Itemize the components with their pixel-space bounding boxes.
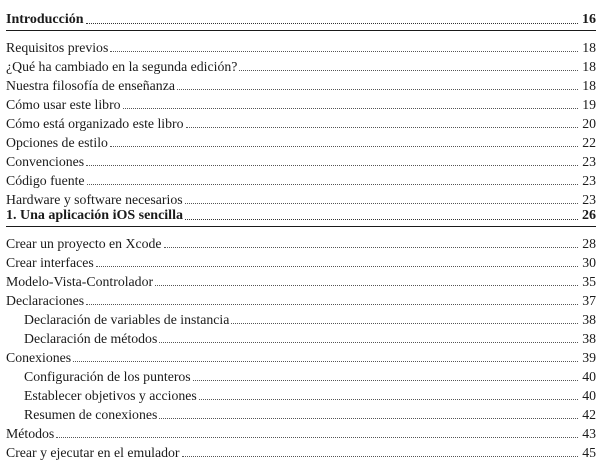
toc-entry-title: Configuración de los punteros [24, 369, 191, 384]
toc-page-number: 38 [582, 312, 596, 327]
toc-page-number: 40 [582, 388, 596, 403]
toc-entry[interactable] [6, 442, 596, 461]
toc-entry[interactable] [6, 94, 596, 113]
toc-entry-title: Declaración de métodos [24, 331, 158, 346]
toc-entry[interactable] [6, 75, 596, 94]
toc-page-number: 23 [582, 173, 596, 188]
toc-entry-title: Hardware y software necesarios [6, 192, 183, 207]
toc-entry-title: Crear y ejecutar en el emulador [6, 445, 180, 460]
toc-subentry[interactable] [6, 328, 596, 347]
toc-entry-title: Código fuente [6, 173, 85, 188]
toc-page-number: 42 [582, 407, 596, 422]
toc-heading-introduccion[interactable] [6, 4, 596, 31]
toc-heading-chapter-1[interactable] [6, 200, 596, 227]
toc-dot-leader [87, 184, 578, 185]
toc-entry-title: Requisitos previos [6, 40, 109, 55]
toc-entry[interactable] [6, 423, 596, 442]
toc-dot-leader [199, 399, 578, 400]
toc-entry-title: Métodos [6, 426, 55, 441]
toc-dot-leader [159, 418, 578, 419]
toc-dot-leader [185, 219, 578, 220]
toc-dot-leader [155, 285, 578, 286]
toc-subentry[interactable] [6, 366, 596, 385]
toc-page-number: 38 [582, 331, 596, 346]
toc-entry-title: Nuestra filosofía de enseñanza [6, 78, 175, 93]
toc-entry[interactable] [6, 170, 596, 189]
toc-entry[interactable] [6, 37, 596, 56]
toc-heading-title: Introducción [6, 12, 84, 27]
toc-entry-title: Convenciones [6, 154, 85, 169]
toc-heading-title: 1. Una aplicación iOS sencilla [6, 208, 183, 223]
toc-entry-title: Crear un proyecto en Xcode [6, 236, 162, 251]
toc-subentry[interactable] [6, 309, 596, 328]
toc-dot-leader [110, 51, 578, 52]
toc-page-number: 39 [582, 350, 596, 365]
toc-dot-leader [182, 456, 578, 457]
toc-entry[interactable] [6, 252, 596, 271]
toc-page-number: 35 [582, 274, 596, 289]
toc-entry-title: Cómo usar este libro [6, 97, 121, 112]
toc-page-number: 26 [582, 208, 596, 223]
toc-page-number: 16 [582, 12, 596, 27]
toc-entry-title: ¿Qué ha cambiado en la segunda edición? [6, 59, 238, 74]
toc-entry-title: Establecer objetivos y acciones [24, 388, 197, 403]
toc-section-introduccion [6, 4, 596, 208]
toc-subentry[interactable] [6, 385, 596, 404]
toc-page-number: 18 [582, 40, 596, 55]
toc-page-number: 37 [582, 293, 596, 308]
toc-entry[interactable] [6, 347, 596, 366]
toc-section-chapter-1 [6, 200, 596, 461]
toc-entry-title: Crear interfaces [6, 255, 94, 270]
toc-page-number: 45 [582, 445, 596, 460]
toc-dot-leader [186, 127, 578, 128]
toc-entry-title: Opciones de estilo [6, 135, 108, 150]
toc-page-number: 23 [582, 154, 596, 169]
toc-dot-leader [86, 23, 578, 24]
toc-entry-title: Resumen de conexiones [24, 407, 158, 422]
toc-page-number: 20 [582, 116, 596, 131]
toc-dot-leader [56, 437, 578, 438]
toc-dot-leader [86, 304, 578, 305]
toc-page-number: 30 [582, 255, 596, 270]
toc-dot-leader [86, 165, 578, 166]
toc-dot-leader [96, 266, 578, 267]
toc-entry[interactable] [6, 132, 596, 151]
toc-dot-leader [231, 323, 578, 324]
toc-page-number: 23 [582, 192, 596, 207]
toc-page-number: 18 [582, 78, 596, 93]
toc-dot-leader [159, 342, 578, 343]
toc-dot-leader [110, 146, 578, 147]
toc-entry[interactable] [6, 271, 596, 290]
toc-subentry[interactable] [6, 404, 596, 423]
toc-page-number: 28 [582, 236, 596, 251]
toc-entry-title: Declaraciones [6, 293, 85, 308]
toc-entry[interactable] [6, 113, 596, 132]
toc-page-number: 19 [582, 97, 596, 112]
toc-page-number: 43 [582, 426, 596, 441]
toc-dot-leader [123, 108, 578, 109]
toc-entry[interactable] [6, 151, 596, 170]
toc-page-number: 40 [582, 369, 596, 384]
toc-entry[interactable] [6, 233, 596, 252]
toc-dot-leader [73, 361, 578, 362]
toc-entry-title: Conexiones [6, 350, 72, 365]
toc-dot-leader [164, 247, 578, 248]
toc-dot-leader [193, 380, 578, 381]
toc-dot-leader [177, 89, 578, 90]
toc-entry[interactable] [6, 290, 596, 309]
toc-entry-title: Cómo está organizado este libro [6, 116, 184, 131]
toc-entry-title: Modelo-Vista-Controlador [6, 274, 154, 289]
toc-entry-title: Declaración de variables de instancia [24, 312, 230, 327]
toc-page-number: 22 [582, 135, 596, 150]
toc-dot-leader [239, 70, 578, 71]
toc-entry[interactable] [6, 56, 596, 75]
toc-page-number: 18 [582, 59, 596, 74]
